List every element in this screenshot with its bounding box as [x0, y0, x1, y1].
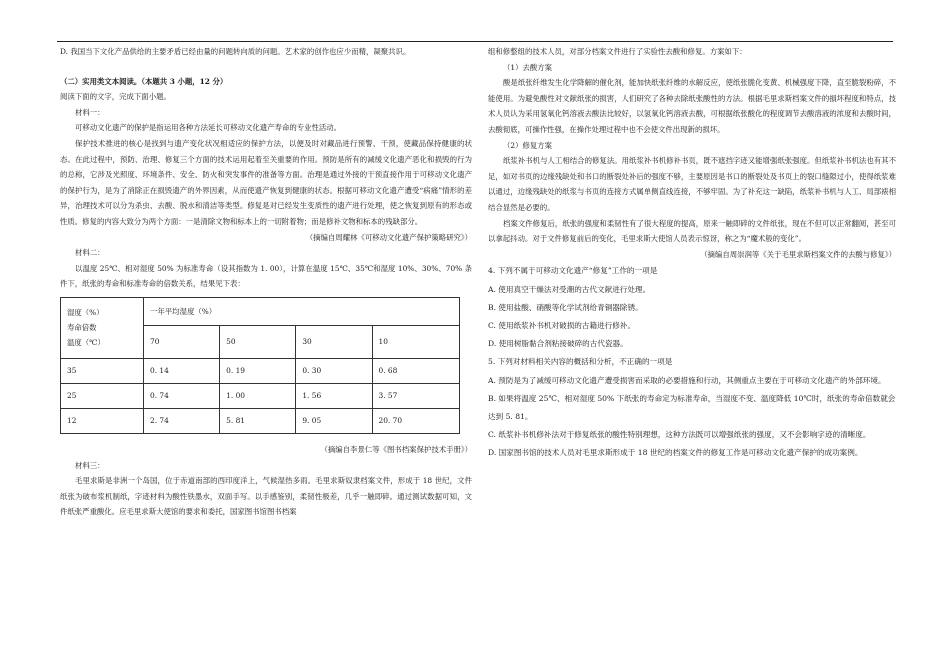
q5-option-b: B. 如果将温度 25℃、相对湿度 50% 下纸张的寿命定为标准寿命，当湿度不变、温度降低 10℃时，纸张的寿命倍数就会达到 5. 81。: [488, 393, 896, 421]
table-cell: 0. 19: [220, 358, 296, 383]
humidity-70: 70: [144, 325, 220, 358]
table-cell: 1. 00: [220, 383, 296, 408]
q5-option-d: D. 国家图书馆的技术人员对毛里求斯形成于 18 世纪的档案文件的修复工作是可移动文化遗产保护的成功案例。: [488, 448, 863, 458]
material-2-title: 材料二：: [75, 248, 105, 258]
row-temp: 12: [61, 408, 144, 433]
table-cell: 3. 57: [372, 383, 459, 408]
table-row: [61, 408, 460, 433]
material-3-source: （摘编自周崇润等《关于毛里求斯档案文件的去酸与修复》）: [700, 249, 896, 259]
table-row: [61, 383, 460, 408]
table-cell: 0. 74: [144, 383, 220, 408]
deacid-text: 酸是纸张纤维发生化学降解的催化剂，能加快纸张纤维的水解反应，使纸张脆化变黄、机械强度下降，直至脆裂粉碎，不能使用。为避免酸性对文献纸张的损害，人们研究了各种去除纸张酸性的方法。根据毛里求斯档案文件的損坏程度和特点，技术人员认为采用氢氧化钙溶液去酸法比较好，以氢氧化钙溶液去酸，可根据纸张酸化的程度调节去酸溶液的浓度和去酸时间，去酸彻底，可操作性强，在操作处理过程中也不会使文件出现新的损坏。: [488, 78, 896, 134]
material-3-title: 材料三：: [75, 460, 105, 470]
humidity-10: 10: [372, 325, 459, 358]
table-cell: 1. 56: [296, 383, 372, 408]
material-1-title: 材料一：: [75, 107, 105, 117]
top-rule: [57, 41, 893, 42]
table-cell: 0. 30: [296, 358, 372, 383]
repair-text-1: 纸浆补书机与人工相结合的修复法。用纸浆补书机修补书页，既不遮挡字迹又能增强纸张强度。但纸浆补书机法也有其不足，如对书页的边缘残缺处和书口的断裂处补后的强度不够，主要原因是书口的断裂处及书页上的裂口缝隙过小，使得纸浆难以通过，边缘残缺处的纸浆与书页的连接方式属单侧直线连接，不够牢固。为了补充这一缺陷，纸浆补书机与人工、局部裱相结合显然是必要的。: [488, 156, 896, 212]
table-header-cell: [61, 297, 144, 358]
question-4: 4. 下列不属于可移动文化遗产“修复”工作的一项是: [488, 266, 658, 276]
header-life: 寿命倍数: [67, 323, 97, 333]
q5-option-c: C. 纸浆补书机修补法对于修复纸张的酸性特别理想，这种方法既可以增强纸张的强度，又不会影响字迹的清晰度。: [488, 430, 871, 440]
q4-option-b: B. 使用盐酸、硝酸等化学试剂给青铜器除锈。: [488, 302, 643, 312]
table-cell: 9. 05: [296, 408, 372, 433]
q5-option-a: A. 预防是为了减缓可移动文化遗产遭受损害而采取的必要措施和行动，其侧重点主要在于可移动文化遗产的外部环境。: [488, 375, 886, 385]
left-column: [60, 44, 472, 520]
material-2-source: （摘编自李景仁等《图书档案保护技术手册》）: [320, 444, 472, 454]
repair-title: （2）修复方案: [503, 140, 553, 150]
humidity-30: 30: [296, 325, 372, 358]
header-temperature: 温度（℃）: [67, 338, 105, 348]
material-1-para-2: 保护技术推进的核心是找到与遗产变化状况相适应的保护方法，以便及时对藏品进行预警、干预，使藏品保持健康的状态。在此过程中，预防、治理、修复三个方面的技术运用起着至关重要的作用。预防是所有的减缓文化遗产恶化和损毁的行为的总称，它涉及光照度、环境条件、安全、防火和突发事件的准备等方面。治理是通过外接的干预直接作用于可移动文化遗产的保护行为，是为了消除正在损毁遗产的外界因素，从而使遗产恢复到健康的状态。根据可移动文化遗产遭受“病痛”情形的差异，治理技术可以分为杀虫、去酸、脱水和清洁等类型。修复是对已经发生变质性的遗产进行处理，使之恢复到原有的形态或性质。修复的内容大致分为两个方面：一是清除文物和标本上的一切附着物；而是修补文物和标本的残缺部分。: [60, 138, 472, 226]
question-5: 5. 下列对材料相关内容的概括和分析，不正确的一项是: [488, 357, 673, 367]
row-temp: 35: [61, 358, 144, 383]
row-temp: 25: [61, 383, 144, 408]
deacid-title: （1）去酸方案: [503, 62, 553, 72]
table-row: [61, 358, 460, 383]
header-humidity: 湿度（%）: [67, 308, 104, 318]
repair-text-2: 档案文件修复后，纸张的强度和柔韧性有了很大程度的提高，原来一触即碎的文件纸张，现在不但可以正常翻阅，甚至可以拿起抖动。对于文件修复前后的变化，毛里求斯大使馆人员表示惊讶，称之为“魔术般的变化”。: [488, 218, 896, 244]
material-2-para-1: 以温度 25℃、相对湿度 50% 为标准寿命（设其指数为 1. 00），计算在温度 15℃、35℃和湿度 10%、30%、70% 条件下，纸张的寿命和标准寿命的倍数关系，结果见下表：: [60, 263, 472, 289]
section-title: （二）实用类文本阅读。（本题共 3 小题，12 分）: [60, 76, 228, 86]
q4-option-a: A. 使用真空干燥法对受潮的古代文献进行处理。: [488, 284, 651, 294]
table-cell: 0. 68: [372, 358, 459, 383]
q4-option-d: D. 使用树脂黏合剂粘接破碎的古代瓷器。: [488, 339, 628, 349]
table-cell: 0. 14: [144, 358, 220, 383]
humidity-50: 50: [220, 325, 296, 358]
q4-option-c: C. 使用纸浆补书机对破损的古籍进行修补。: [488, 320, 636, 330]
table-cell: 5. 81: [220, 408, 296, 433]
table-cell: 2. 74: [144, 408, 220, 433]
right-column: [488, 44, 896, 463]
header-year-avg: 一年平均湿度（%）: [144, 297, 460, 325]
material-1-para-1: 可移动文化遗产的保护是指运用各种方法延长可移动文化遗产寿命的专业性活动。: [75, 123, 342, 133]
material-1-source: （摘编自周耀林《可移动文化遗产保护策略研究》）: [305, 232, 472, 242]
paper-life-table: [60, 297, 460, 434]
material-3-continued: 组和修整组的技术人员，对部分档案文件进行了实验性去酸和修复。方案如下：: [488, 47, 747, 56]
instruction: 阅读下面的文字，完成下面小题。: [60, 92, 171, 102]
material-3-para-1: 毛里求斯是非洲一个岛国，位于赤道南部的西印度洋上，气候湿热多雨。毛里求斯奴隶档案文件，形成于 18 世纪，文件纸张为破布浆机制纸，字迹材料为酸性铁墨水，双面手写。以手感鉴别，柔韧性极差，几乎一触即碎。通过测试数据可知，文件纸张严重酸化。应毛里求斯大使馆的要求和委托，国家图书馆图书档案: [60, 476, 472, 517]
table-cell: 20. 70: [372, 408, 459, 433]
option-d-prev: D. 我国当下文化产品供给的主要矛盾已经由量的问题转向质的问题。艺术家的创作也应少而精，凝聚共识。: [60, 47, 411, 56]
